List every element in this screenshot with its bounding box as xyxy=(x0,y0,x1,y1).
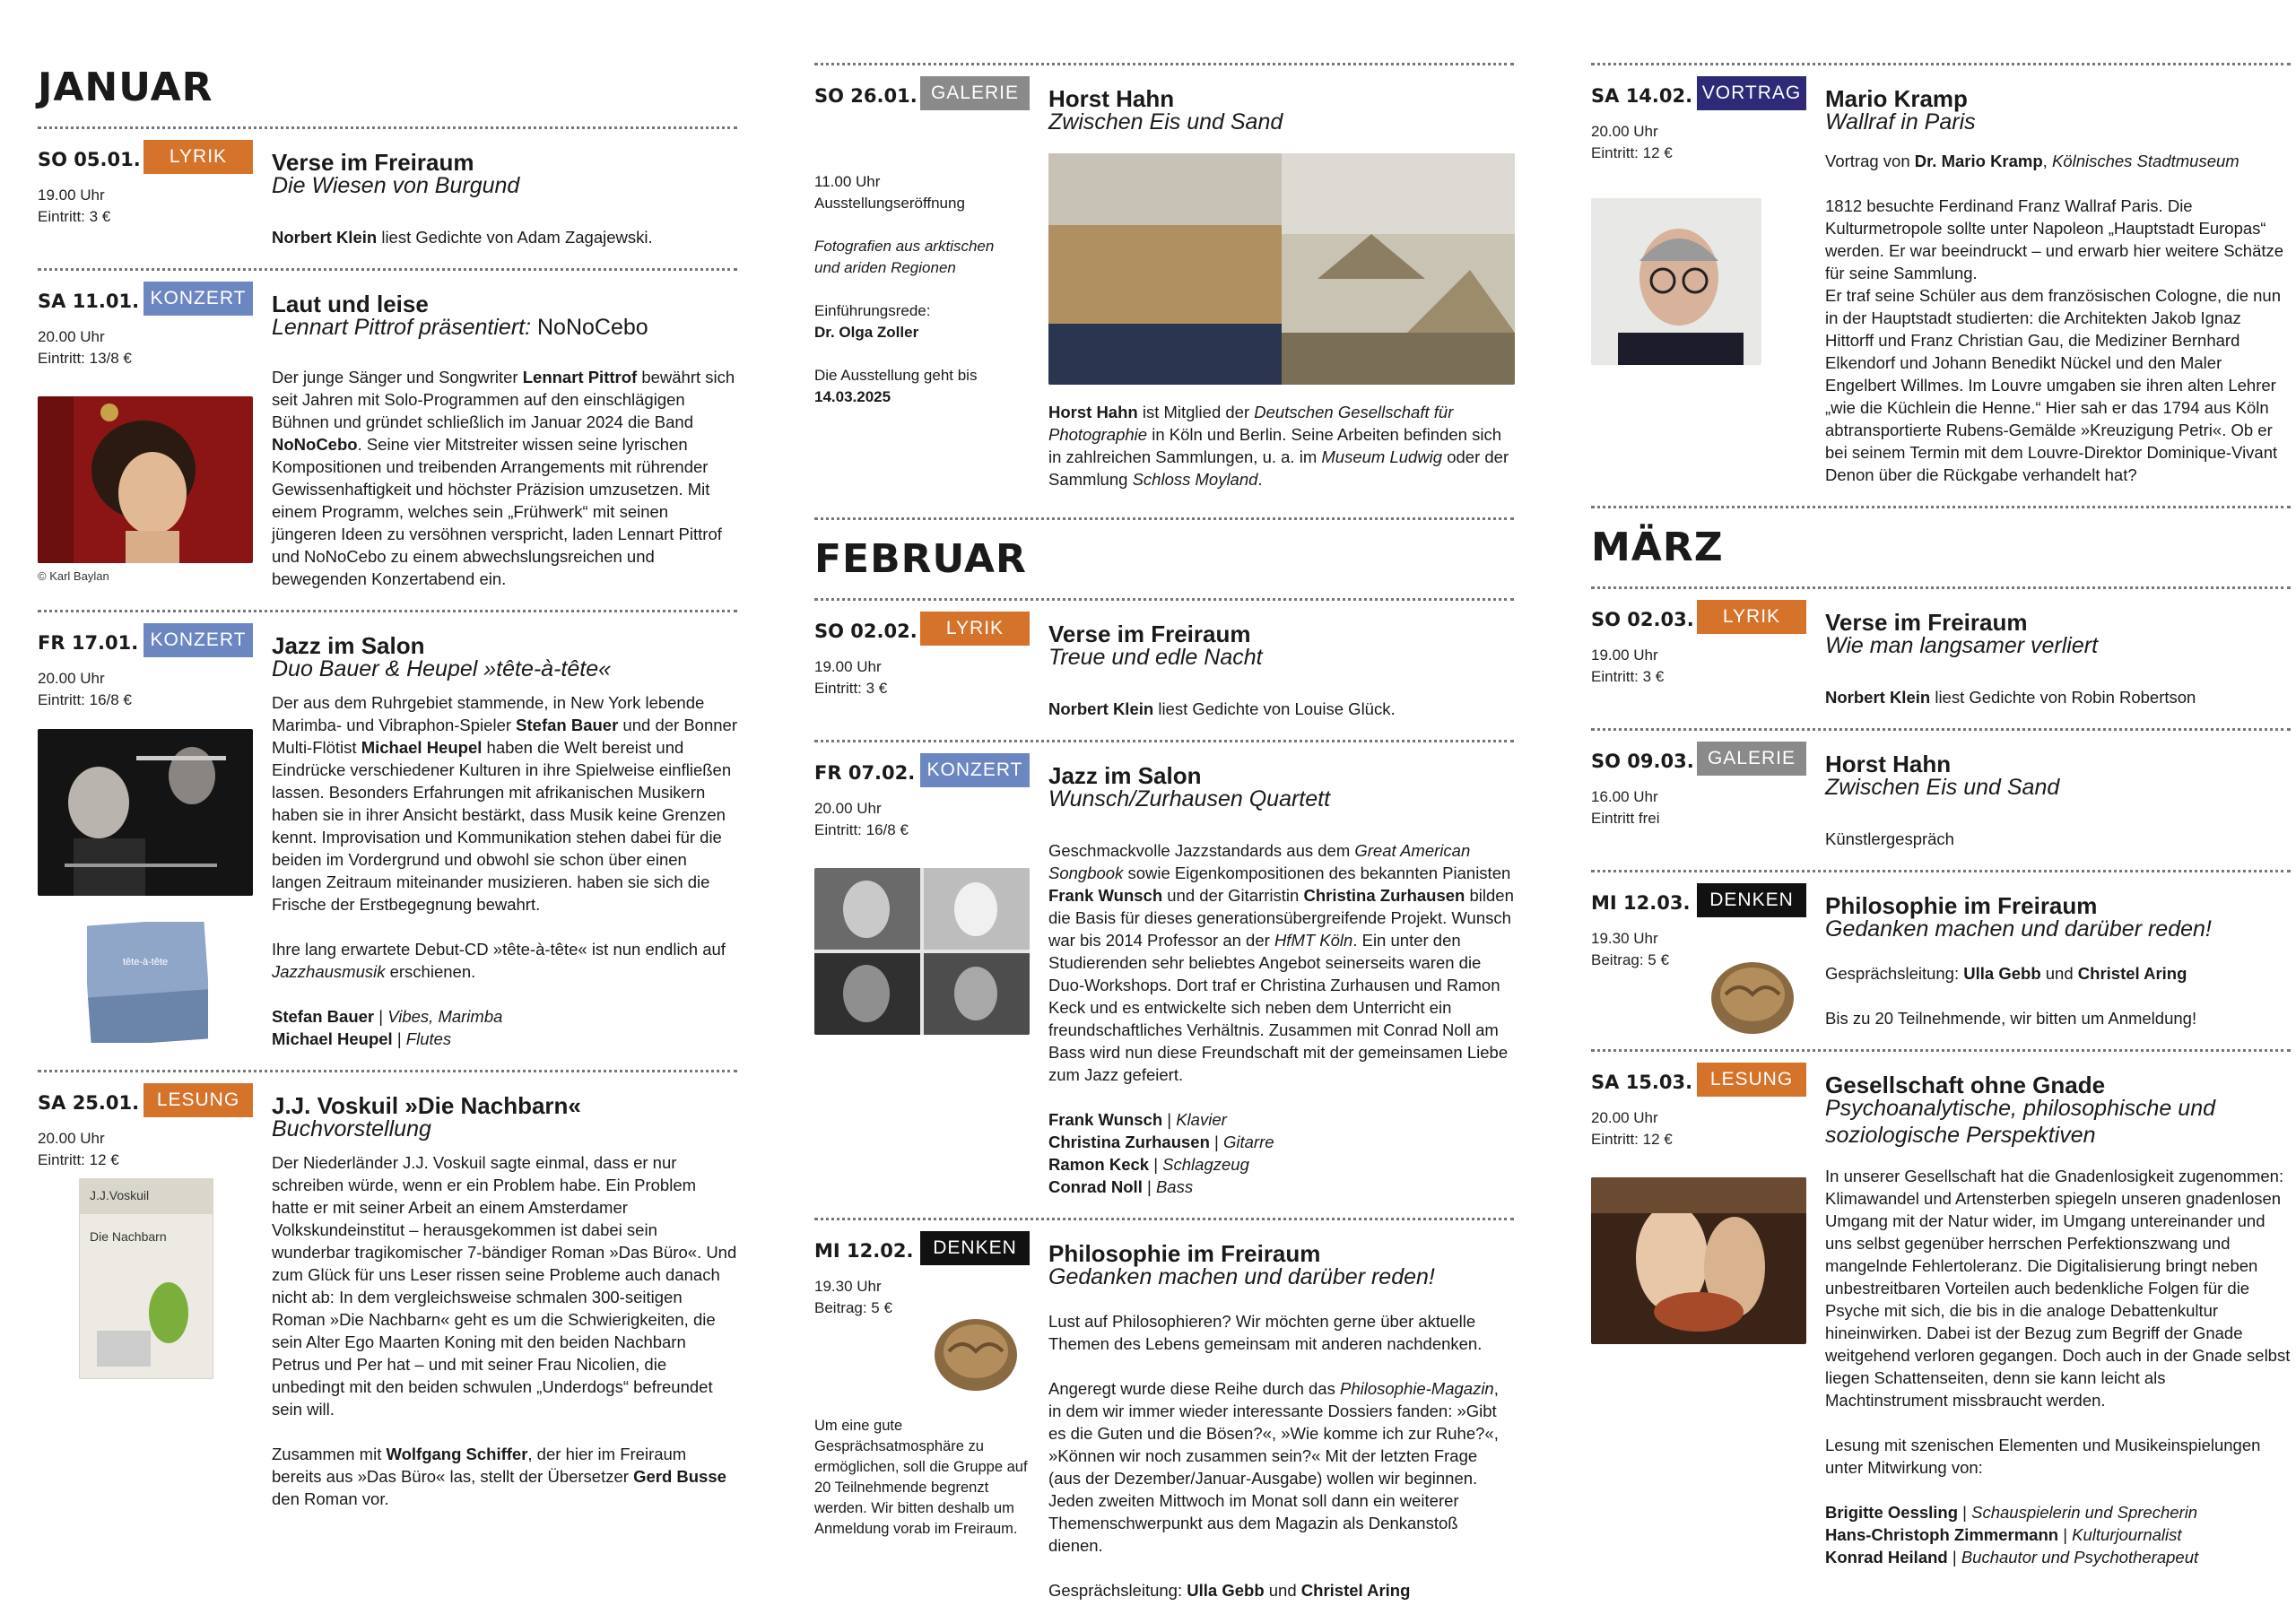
event-time: 20.00 Uhr xyxy=(38,328,105,345)
event-fee: Beitrag: 5 € xyxy=(1591,951,1669,968)
event-title: Verse im Freiraum xyxy=(1825,609,2028,636)
event-galerie-jan: SO 26.01. GALERIE Horst Hahn Zwischen Eis und Sand 11.00 Uhr Ausstellungseröffnung Fotografien aus arktischen und ariden Regionen Einführungsrede: Dr. Olga Zoller Die Ausstellung geht bis 14.03.2025 Horst Hahn ist Mitglied der Deutschen Gesellschaft für Photographie in Köln und Berlin. Seine Arbeiten befinden sich in zahlreichen Sammlungen, u. a. im Museum Ludwig oder der Sammlung Schloss Moyland. xyxy=(814,65,1514,517)
event-lesung-mar: SA 15.03. LESUNG Gesellschaft ohne Gnade Psychoanalytische, philosophische und soziologische Perspektiven 20.00 Uhr Eintritt: 12 € In unserer Gesellschaft hat die Gnadenlosigkeit zugenommen: Klimawandel und Artensterben spiegeln unseren gnadenlosen Umgang mit der Natur wider, im Umgang untereinander und uns selbst gegenüber herrschen Perfektionszwang und mangelnde Fehlertoleranz. Die Digitalisierung bringt neben unbestreitbaren Vorteilen auch bedenkliche Folgen für die Psyche mit sich, die bis in die analoge Debattenkultur hineinwirken. Dabei ist der Bezug zum Begriff der Gnade weitgehend verloren gegangen. Doch auch in der Gnade selbst liegen Schattenseiten, denn sie kann leicht als Machtinstrument missbraucht werden. Lesung mit szenischen Elementen und Musikeinspielungen unter Mitwirkung von: Brigitte Oessling | Schauspielerin und Sprecherin Hans-Christoph Zimmermann | Kulturjournalist Konrad Heiland | Buchautor und Psychotherapeut xyxy=(1591,1052,2291,1588)
event-subtitle: Lennart Pittrof präsentiert: NoNoCebo xyxy=(272,315,648,340)
event-lyrik-jan xyxy=(38,129,737,268)
walnut-image xyxy=(922,1292,1030,1400)
event-date: SO 02.02. xyxy=(814,621,918,642)
month-heading: MÄRZ xyxy=(1591,525,1724,570)
category-tag: VORTRAG xyxy=(1697,76,1806,110)
event-title: Laut und leise xyxy=(272,291,429,317)
cd-cover xyxy=(87,922,208,1043)
event-subtitle: Psychoanalytische, philosophische und soziologische Perspektiven xyxy=(1825,1096,2215,1148)
event-date: FR 17.01. xyxy=(38,632,139,654)
event-time: 20.00 Uhr xyxy=(1591,1109,1658,1126)
painting-image xyxy=(1591,1177,1806,1344)
event-fee: Eintritt: 12 € xyxy=(38,1151,119,1168)
event-subtitle: Wallraf in Paris xyxy=(1825,109,1976,135)
event-date: MI 12.02. xyxy=(814,1240,914,1262)
category-tag: LYRIK xyxy=(920,612,1030,646)
category-tag: LESUNG xyxy=(1697,1063,1806,1097)
event-subtitle: Gedanken machen und darüber reden! xyxy=(1048,1264,1435,1289)
event-time: 20.00 Uhr xyxy=(814,800,882,817)
event-date: SA 14.02. xyxy=(1591,85,1693,107)
event-title: Jazz im Salon xyxy=(272,632,425,659)
event-subtitle: Wie man langsamer verliert xyxy=(1825,633,2099,658)
event-title: Jazz im Salon xyxy=(1048,762,1202,789)
event-fee: Eintritt: 3 € xyxy=(1591,668,1665,685)
book-cover xyxy=(79,1178,213,1379)
category-tag: LYRIK xyxy=(1697,600,1806,634)
event-title: J.J. Voskuil »Die Nachbarn« xyxy=(272,1092,581,1119)
separator xyxy=(814,517,1514,520)
event-konzert-jan17: FR 17.01. KONZERT Jazz im Salon Duo Bauer & Heupel »tête-à-tête« 20.00 Uhr Eintritt: 16/8 € tête-à-tête Der aus dem Ruhrgebiet stammende, in New York lebende Marimba- und Vibraphon-Spieler Stefan Bauer und der Bonner Multi-Flötist Michael Heupel haben die Welt bereist und Eindrücke verschiedener Kulturen in ihre Spielweise einfließen lassen. Besonders Erfahrungen mit afrikanischen Musikern haben sie in ihrer Ansicht bestärkt, dass Musik keine Grenzen kennt. Improvisation und Kommunikation stehen dabei für die beiden im Vordergrund und obwohl sie schon über einen langen Zeitraum miteinander musizieren. haben sie sich die Frische der Erstbegegnung bewahrt. Ihre lang erwartete Debut-CD »tête-à-tête« ist nun endlich auf Jazzhausmusik erschienen. Stefan Bauer | Vibes, Marimba Michael Heupel | Flutes xyxy=(38,612,737,1070)
event-fee: Eintritt: 16/8 € xyxy=(814,821,909,838)
event-title: Horst Hahn xyxy=(1825,751,1952,777)
event-subtitle: Duo Bauer & Heupel »tête-à-tête« xyxy=(272,656,612,681)
event-galerie-mar xyxy=(1591,731,2291,870)
book-title: Die Nachbarn xyxy=(90,1229,167,1244)
event-fee: Eintritt: 12 € xyxy=(1591,1131,1673,1148)
category-tag: KONZERT xyxy=(144,282,253,316)
event-lyrik-feb: SO 02.02. LYRIK Verse im Freiraum Treue und edle Nacht 19.00 Uhr Eintritt: 3 € Norbert Klein liest Gedichte von Louise Glück. xyxy=(814,601,1514,740)
month-heading: JANUAR xyxy=(38,65,213,110)
event-fee: Eintritt: 3 € xyxy=(814,680,888,697)
event-denken-feb: MI 12.02. DENKEN Philosophie im Freiraum Gedanken machen und darüber reden! 19.30 Uhr Beitrag: 5 € Um eine gute Gesprächsatmosphäre zu ermöglichen, soll die Gruppe auf 20 Teilnehmende begrenzt werden. Wir bitten deshalb um Anmeldung vorab im Freiraum. Lust auf Philosophieren? Wir möchten gerne über aktuelle Themen des Lebens gemeinsam mit anderen nachdenken. Angeregt wurde diese Reihe durch das Philosophie-Magazin, in dem wir immer wieder interessante Dossiers fanden: »Gibt es die Guten und die Bösen?«, »Wie komme ich zur Ruhe?«, »Können wir noch zusammen sein?« Mit der letzten Frage (aus der Dezember/Januar-Ausgabe) wollen wir beginnen. Jeden zweiten Mittwoch im Monat soll dann ein weiterer Themenschwerpunkt aus dem Magazin als Denkanstoß dienen. Gesprächsleitung: Ulla Gebb und Christel Aring xyxy=(814,1220,1514,1621)
event-subtitle: Wunsch/Zurhausen Quartett xyxy=(1048,786,1331,812)
event-fee: Eintritt: 3 € xyxy=(38,208,111,225)
walnut-image xyxy=(1699,935,1806,1043)
event-date: SO 05.01. xyxy=(38,149,141,170)
month-heading: FEBRUAR xyxy=(814,536,1027,582)
event-title: Gesellschaft ohne Gnade xyxy=(1825,1072,2106,1098)
event-subtitle: Die Wiesen von Burgund xyxy=(272,173,520,198)
event-konzert-jan11: SA 11.01. KONZERT Laut und leise Lennart Pittrof präsentiert: NoNoCebo 20.00 Uhr Eintritt: 13/8 € © Karl Baylan Der junge Sänger und Songwriter Lennart Pittrof bewährt sich seit Jahren mit Solo-Programmen auf den einschlägigen Bühnen und gründet schließlich im Januar 2024 die Band NoNoCebo. Seine vier Mitstreiter wissen seine lyrischen Kompositionen und treibenden Arrangements mit rührender Gewissenhaftigkeit und höchster Präzision umzusetzen. Mit einem Programm, welches sein „Frühwerk“ mit seinen jüngeren Ideen zu versöhnen verspricht, laden Lennart Pittrof und NoNoCebo zu einem abwechslungsreichen und bewegenden Konzertabend ein. xyxy=(38,271,737,610)
event-time: 19.00 Uhr xyxy=(814,658,882,675)
photo-credit: © Karl Baylan xyxy=(38,569,109,583)
event-time: 20.00 Uhr xyxy=(38,670,105,687)
category-tag: DENKEN xyxy=(1697,883,1806,917)
event-date: SA 15.03. xyxy=(1591,1072,1693,1093)
category-tag: KONZERT xyxy=(144,623,253,657)
event-title: Horst Hahn xyxy=(1048,85,1175,112)
event-date: FR 07.02. xyxy=(814,762,916,784)
speaker-photo xyxy=(1591,198,1761,365)
event-time: 20.00 Uhr xyxy=(38,1130,105,1147)
category-tag: GALERIE xyxy=(920,76,1030,110)
musicians-photo xyxy=(38,729,253,896)
event-time: 16.00 Uhr xyxy=(1591,788,1658,805)
category-tag: LESUNG xyxy=(144,1083,253,1117)
quartet-photo xyxy=(814,868,1030,1035)
gallery-info: 11.00 Uhr Ausstellungseröffnung Fotografien aus arktischen und ariden Regionen Einführungsrede: Dr. Olga Zoller Die Ausstellung geht bis 14.03.2025 xyxy=(814,173,995,405)
event-time: 19.30 Uhr xyxy=(1591,930,1658,947)
category-tag: GALERIE xyxy=(1697,742,1806,776)
event-subtitle: Zwischen Eis und Sand xyxy=(1825,775,2060,800)
event-title: Philosophie im Freiraum xyxy=(1825,892,2098,919)
event-lyrik-mar: SO 02.03. LYRIK Verse im Freiraum Wie man langsamer verliert 19.00 Uhr Eintritt: 3 € Norbert Klein liest Gedichte von Robin Robertson xyxy=(1591,589,2291,728)
event-title: Verse im Freiraum xyxy=(272,149,474,176)
exhibition-photos xyxy=(1048,153,1515,385)
event-title: Philosophie im Freiraum xyxy=(1048,1240,1321,1267)
event-subtitle: Treue und edle Nacht xyxy=(1048,645,1263,670)
book-author: J.J.Voskuil xyxy=(90,1188,150,1202)
column-februar xyxy=(814,63,1514,1621)
performer: Norbert Klein xyxy=(1048,699,1154,718)
event-date: SA 25.01. xyxy=(38,1092,140,1114)
event-subtitle: Buchvorstellung xyxy=(272,1116,431,1141)
event-lesung-jan: SA 25.01. LESUNG J.J. Voskuil »Die Nachbarn« Buchvorstellung 20.00 Uhr Eintritt: 12 € J.J.Voskuil Die Nachbarn Der Niederländer J.J. Voskuil sagte einmal, dass er nur schreiben würde, wenn er ein Problem habe. Ein Problem hatte er mit seiner Arbeit an einem Amsterdamer Volkskundeinstitut – herausgekommen ist dabei sein wunderbar tragikomischer 7-bändiger Roman »Das Büro«. Und zum Glück für uns Leser rissen seine Probleme auch danach nicht ab: In dem vergleichsweise schmalen 300-seitigen Roman »Die Nachbarn« geht es um die Schwierigkeiten, die sein Alter Ego Maarten Koning mit den beiden Nachbarn Petrus und Per hat – und mit seiner Frau Nicolien, die unbedingt mit den beiden schwulen „Underdogs“ befreundet sein will. Zusammen mit Wolfgang Schiffer, der hier im Freiraum bereits aus »Das Büro« las, stellt der Übersetzer Gerd Busse den Roman vor. xyxy=(38,1072,737,1530)
event-vortrag-feb: SA 14.02. VORTRAG Mario Kramp Wallraf in Paris 20.00 Uhr Eintritt: 12 € Vortrag von Dr. Mario Kramp, Kölnisches Stadtmuseum 1812 besuchte Ferdinand Franz Wallraf Paris. Die Kulturmetropole sollte unter Napoleon „Hauptstadt Europas“ werden. Er war beeindruckt – und erwarb hier weitere Schätze für seine Sammlung. Er traf seine Schüler aus dem französischen Cologne, die nun in der Hauptstadt studierten: die Architekten Jakob Ignaz Hittorff und Franz Christian Gau, die Mediziner Bernhard Elkendorf und Johann Benedikt Nückel und den Maler Engelbert Willmes. Im Louvre umgaben sie ihren alten Lehrer „wie die Küchlein die Henne.“ Hier sah er das 1794 aus Köln abtransportierte Rubens-Gemälde »Kreuzigung Petri«. Ob er bei seinem Termin mit dem Louvre-Direktor Dominique-Vivant Denon über die Rückgabe verhandelt hat? xyxy=(1591,65,2291,506)
event-date: MI 12.03. xyxy=(1591,892,1691,914)
category-tag: DENKEN xyxy=(920,1231,1030,1265)
event-fee: Eintritt: 16/8 € xyxy=(38,691,132,708)
singer-photo xyxy=(38,396,253,563)
event-denken-mar: MI 12.03. DENKEN Philosophie im Freiraum Gedanken machen und darüber reden! 19.30 Uhr Beitrag: 5 € Gesprächsleitung: Ulla Gebb und Christel Aring Bis zu 20 Teilnehmende, wir bitten um Anmeldung! xyxy=(1591,872,2291,1049)
column-maerz xyxy=(1591,63,2291,1588)
event-fee: Eintritt: 12 € xyxy=(1591,144,1673,161)
event-time: 19.00 Uhr xyxy=(1591,647,1658,664)
event-fee: Beitrag: 5 € xyxy=(814,1299,892,1316)
event-time: 19.30 Uhr xyxy=(814,1278,882,1295)
event-time: 19.00 Uhr xyxy=(38,187,105,204)
event-date: SA 11.01. xyxy=(38,291,140,312)
category-tag: LYRIK xyxy=(144,140,253,174)
separator xyxy=(1591,506,2291,508)
event-description: Der Niederländer J.J. Voskuil sagte einmal, dass er nur schreiben würde, wenn er ein Problem habe. Ein Problem hatte er mit seiner Arbeit an einem Amsterdamer Volkskundeinstitut – herausgekommen ist dabei sein wunderbar tragikomischer 7-bändiger Roman »Das Büro«. Und zum Glück für uns Leser rissen seine Probleme auch danach nicht ab: In dem vergleichsweise schmalen 300-seitigen Roman »Die Nachbarn« geht es um die Schwierigkeiten, die sein Alter Ego Maarten Koning mit den beiden Nachbarn Petrus und Per hat – und mit seiner Frau Nicolien, die unbedingt mit den beiden schwulen „Underdogs“ befreundet sein will. xyxy=(272,1153,737,1419)
registration-note: Um eine gute Gesprächsatmosphäre zu ermöglichen, soll die Gruppe auf 20 Teilnehmende begrenzt werden. Wir bitten deshalb um Anmeldung vorab im Freiraum. xyxy=(814,1418,1028,1537)
event-text: Künstlergespräch xyxy=(1825,829,1954,848)
event-text: liest Gedichte von Adam Zagajewski. xyxy=(377,228,653,247)
event-title: Verse im Freiraum xyxy=(1048,621,1251,647)
performer: Norbert Klein xyxy=(272,228,378,247)
event-date: SO 26.01. xyxy=(814,85,918,107)
performer: Norbert Klein xyxy=(1825,688,1931,707)
event-title: Mario Kramp xyxy=(1825,85,1968,112)
event-subtitle: Gedanken machen und darüber reden! xyxy=(1825,916,2212,942)
event-konzert-feb: FR 07.02. KONZERT Jazz im Salon Wunsch/Zurhausen Quartett 20.00 Uhr Eintritt: 16/8 € Geschmackvolle Jazzstandards aus dem Great American Songbook sowie Eigenkompositionen des bekannten Pianisten Frank Wunsch und der Gitarristin Christina Zurhausen bilden die Basis für dieses generationsübergreifende Projekt. Wunsch war bis 2014 Professor an der HfMT Köln. Ein unter den Studierenden sehr beliebtes Angebot seinerseits waren die Duo-Workshops. Dort traf er Christina Zurhausen und Ramon Keck und es entwickelte sich neben dem Unterricht ein freundschaftliches Verhältnis. Zusammen mit Conrad Noll am Bass wird nun diese Freundschaft mit der gemeinsamen Liebe zum Jazz gefeiert. Frank Wunsch | Klavier Christina Zurhausen | Gitarre Ramon Keck | Schlagzeug Conrad Noll | Bass xyxy=(814,742,1514,1218)
event-fee: Eintritt: 13/8 € xyxy=(38,350,132,367)
event-time: 20.00 Uhr xyxy=(1591,123,1658,140)
event-subtitle: Zwischen Eis und Sand xyxy=(1048,109,1283,135)
category-tag: KONZERT xyxy=(920,753,1030,787)
event-date: SO 09.03. xyxy=(1591,751,1694,772)
column-januar xyxy=(38,63,737,1530)
cd-title: tête-à-tête xyxy=(123,957,169,968)
event-fee: Eintritt frei xyxy=(1591,810,1660,827)
event-date: SO 02.03. xyxy=(1591,609,1694,630)
